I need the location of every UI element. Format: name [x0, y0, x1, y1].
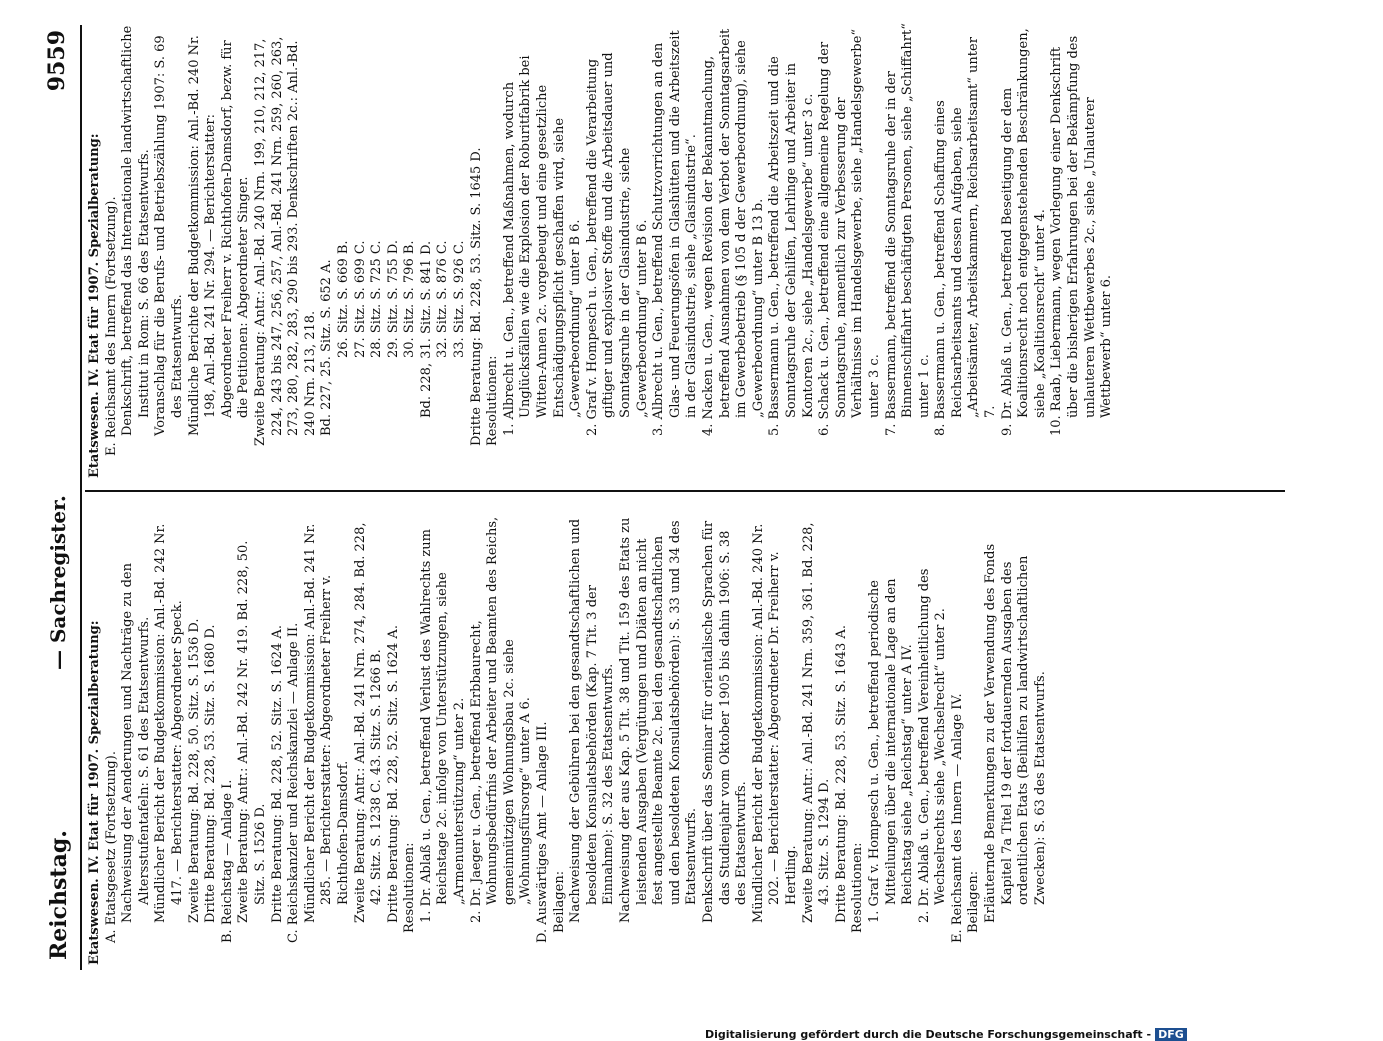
left-column	[87, 510, 1049, 965]
header-reichstag: Reichstag.	[46, 830, 72, 960]
right-column-entry: 26. Sitz. S. 669 B.	[335, 240, 351, 358]
left-column-entry: Dritte Beratung: Bd. 228, 53. Sitz. S. 1680 D.	[203, 624, 219, 923]
left-column-entry: Zweite Beratung: Antr.: Anl.-Bd. 242 Nr. 419. Bd. 228, 50. Sitz. S. 1526 D.	[236, 540, 268, 923]
left-column-entry: 1. Dr. Ablaß u. Gen., betreffend Verlust des Wahlrechts zum Reichstage 2c. infolge von Unterstützungen, siehe „Armenunterstützung“ unter 2.	[418, 529, 468, 923]
left-column-entry: 2. Dr. Ablaß u. Gen., betreffend Vereinheitlichung des Wechselrechts siehe „Wechselrecht“ unter 2.	[916, 568, 949, 923]
right-column-entry: 27. Sitz. S. 699 C.	[352, 240, 368, 358]
page-number: 9559	[44, 30, 70, 92]
left-column-entry: Mündlicher Bericht der Budgetkommission: Anl.-Bd. 242 Nr. 417. — Berichterstatter: Abgeordneter Speck.	[153, 523, 185, 923]
left-column-entry: Beilagen:	[551, 870, 567, 933]
right-column-entry: Bd. 228, 31. Sitz. S. 841 D.	[418, 240, 434, 418]
left-column-entry: D. Auswärtiges Amt — Anlage III.	[535, 721, 551, 943]
column-rule	[85, 490, 1285, 492]
right-column-entry: 28. Sitz. S. 725 C.	[369, 240, 385, 358]
left-column-entry: C. Reichskanzler und Reichskanzlei — Anlage II.	[286, 622, 302, 943]
header-rule	[80, 25, 82, 970]
left-column-entry: 1. Graf v. Hompesch u. Gen., betreffend periodische Mitteilungen über die internationale Lage an den Reichstag siehe „Reichstag“ unter A IV.	[866, 578, 916, 923]
left-column-entry: A. Etatsgesetz (Fortsetzung).	[103, 751, 119, 943]
left-column-entry: E. Reichsamt des Innern — Anlage IV.	[949, 693, 965, 943]
right-column-entry: 2. Graf v. Hompesch u. Gen., betreffend die Verarbeitung giftiger und explosiver Stoffe und die Arbeitsdauer und Sonntagsruhe in der Glasindustrie, siehe „Gewerbeordnung“ unter B 6.	[584, 52, 650, 436]
right-column-entry: Mündliche Berichte der Budgetkommission: Anl.-Bd. 240 Nr. 198, Anl.-Bd. 241 Nr. 294. — Berichterstatter: Abgeordneter Freiherr v. Richthofen-Damsdorf, bezw. für die Petitionen: Abgeordneter Singer.	[186, 35, 252, 436]
right-column-entry: Denkschrift, betreffend das Internationale landwirtschaftliche Institut in Rom: S. 66 des Etatsentwurfs.	[120, 25, 152, 436]
left-column-entry: Denkschrift über das Seminar für orientalische Sprachen für das Studienjahr vom Oktober 1905 bis dahin 1906: S. 38 des Etatsentwurfs.	[700, 520, 750, 923]
right-column-entry: Zweite Beratung: Antr.: Anl.-Bd. 240 Nrn. 199, 210, 212, 217, 224, 243 bis 247, 256, 257, Anl.-Bd. 241 Nrn. 259, 260, 263, 273, 280, 282, 283, 290 bis 293. Denkschriften 2c.: Anl.-Bd. 240 Nrn. 213, 218.	[252, 36, 318, 446]
left-column-entry: Dritte Beratung: Bd. 228, 53. Sitz. S. 1643 A.	[833, 625, 849, 923]
right-column-entry: 7. Bassermann, betreffend die Sonntagsruhe der in der Binnenschiffahrt beschäftigten Personen, siehe „Schiffahrt“ unter 1 c.	[883, 23, 932, 436]
right-column-entry: Dritte Beratung: Bd. 228, 53. Sitz. S. 1645 D.	[468, 147, 484, 446]
dfg-credit-text: Digitalisierung gefördert durch die Deutsche Forschungsgemeinschaft -	[705, 1028, 1152, 1041]
left-column-entry: Mündlicher Bericht der Budgetkommission: Anl.-Bd. 241 Nr. 285. — Berichterstatter: Abgeordneter Freiherr v. Richthofen-Damsdorf.	[302, 523, 351, 923]
page-header	[40, 30, 80, 970]
left-column-entry: Nachweisung der Aenderungen und Nachträge zu den Altersstufentafeln: S. 61 des Etatsentwurfs.	[120, 563, 152, 923]
right-column-entry: 10. Raab, Liebermann, wegen Vorlegung einer Denkschrift über die bisherigen Erfahrungen bei der Bekämpfung des unlauteren Wettbewerbes 2c., siehe „Unlauterer Wettbewerb“ unter 6.	[1049, 35, 1115, 436]
left-column-entry: B. Reichstag — Anlage I.	[219, 779, 235, 943]
left-column-entry: Dritte Beratung: Bd. 228, 52. Sitz. S. 1624 A.	[385, 625, 401, 923]
right-column-entry: 4. Nacken u. Gen., wegen Revision der Bekanntmachung, betreffend Ausnahmen von dem Verbot der Sonntagsarbeit im Gewerbebetrieb (§ 105 d der Gewerbeordnung), siehe „Gewerbeordnung“ unter B 13 b.	[700, 28, 766, 436]
left-column-entry: Beilagen:	[966, 870, 982, 933]
left-column-entry: Nachweisung der aus Kap. 5 Tit. 38 und Tit. 159 des Etats zu leistenden Ausgaben (Vergütungen und Diäten an nicht fest angestellte Beamte 2c. bei den gesandtschaftlichen und den besoldeten Konsulatsbehörden): S. 33 und 34 des Etatsentwurfs.	[618, 517, 700, 923]
left-column-entry: Zweite Beratung: Antr.: Anl.-Bd. 241 Nrn. 359, 361. Bd. 228, 43. Sitz. S. 1294 D.	[800, 522, 833, 923]
left-column-entry: Resolutionen:	[850, 842, 866, 933]
right-column-entry: 5. Bassermann u. Gen., betreffend die Arbeitszeit und die Sonntagsruhe der Gehilfen, Lehrlinge und Arbeiter in Kontoren 2c., siehe „Handelsgewerbe“ unter 3 c.	[767, 56, 816, 436]
right-column-entry: 32. Sitz. S. 876 C.	[435, 240, 451, 358]
left-column-entry: Resolutionen:	[402, 842, 418, 933]
right-column-entry: 6. Schack u. Gen., betreffend eine allgemeine Regelung der Sonntagsruhe, namentlich zur Verbesserung der Verhältnisse im Handelsgewerbe, siehe „Handelsgewerbe“ unter 3 c.	[817, 28, 882, 436]
right-column	[87, 23, 1116, 478]
right-column-entry: 9. Dr. Ablaß u. Gen., betreffend Beseitigung der dem Koalitionsrecht noch entgegenstehenden Beschränkungen, siehe „Koalitionsrecht“ unter 4.	[999, 28, 1048, 436]
left-column-entry: Zweite Beratung: Bd. 228, 50. Sitz. S. 1536 D.	[186, 618, 202, 923]
right-column-entry: 30. Sitz. S. 796 B.	[402, 240, 418, 358]
right-column-entry: Resolutionen:	[485, 355, 501, 446]
right-column-entry: E. Reichsamt des Innern (Fortsetzung).	[103, 196, 119, 456]
running-head: — Sachregister.	[46, 495, 70, 670]
right-column-entry: 8. Bassermann u. Gen., betreffend Schaffung eines Reichsarbeitsamts und dessen Aufgaben, siehe „Arbeitsämter, Arbeitskammern, Reichsarbeitsamt“ unter 7.	[933, 37, 999, 436]
left-column-entry: 2. Dr. Jaeger u. Gen., betreffend Erbbaurecht, Wohnungsbedürfnis der Arbeiter und Beamten des Reichs, gemeinnützigen Wohnungsbau 2c. siehe „Wohnungsfürsorge“ unter A 6.	[468, 516, 534, 923]
dfg-credit	[705, 1028, 1383, 1041]
left-column-entry: Dritte Beratung: Bd. 228, 52. Sitz. S. 1624 A.	[269, 625, 285, 923]
right-column-entry: Etatswesen. IV. Etat für 1907. Spezialberatung:	[87, 133, 102, 478]
dfg-badge: DFG	[1155, 1028, 1187, 1041]
right-column-entry: 33. Sitz. S. 926 C.	[452, 240, 468, 358]
right-column-entry: 3. Albrecht u. Gen., betreffend Schutzvorrichtungen an den Glas- und Feuerungsöfen in Glashütten und die Arbeitszeit in der Glasindustrie, siehe „Glasindustrie“.	[651, 30, 700, 436]
right-column-entry: Voranschlag für die Berufs- und Betriebszählung 1907: S. 69 des Etatsentwurfs.	[153, 35, 185, 436]
right-column-entry: Bd. 227, 25. Sitz. S. 652 A.	[319, 259, 335, 436]
left-column-entry: Etatswesen. IV. Etat für 1907. Spezialberatung:	[87, 620, 102, 965]
left-column-entry: Erläuternde Bemerkungen zu der Verwendung des Fonds Kapitel 7a Titel 19 der fortdauernden Ausgaben des ordentlichen Etats (Beihilfen zu landwirtschaftlichen Zwecken): S. 63 des Etatsentwurfs.	[983, 543, 1048, 923]
right-column-entry: 29. Sitz. S. 755 D.	[385, 240, 401, 358]
left-column-entry: Nachweisung der Gebühren bei den gesandtschaftlichen und besoldeten Konsulatsbehörden (Kap. 7 Tit. 3 der Einnahme): S. 32 des Etatsentwurfs.	[568, 518, 617, 923]
left-column-entry: Mündlicher Bericht der Budgetkommission: Anl.-Bd. 240 Nr. 202. — Berichterstatter: Abgeordneter Dr. Freiherr v. Hertling.	[750, 523, 799, 923]
left-column-entry: Zweite Beratung: Antr.: Anl.-Bd. 241 Nrn. 274, 284. Bd. 228, 42. Sitz. S. 1238 C. 43. Sitz. S. 1266 B.	[352, 522, 385, 923]
right-column-entry: 1. Albrecht u. Gen., betreffend Maßnahmen, wodurch Unglücksfällen wie die Explosion der Roburitfabrik bei Witten-Annen 2c. vorgebeugt und eine gesetzliche Entschädigungspflicht geschaffen wird, siehe „Gewerbeordnung“ unter B 6.	[501, 55, 584, 436]
